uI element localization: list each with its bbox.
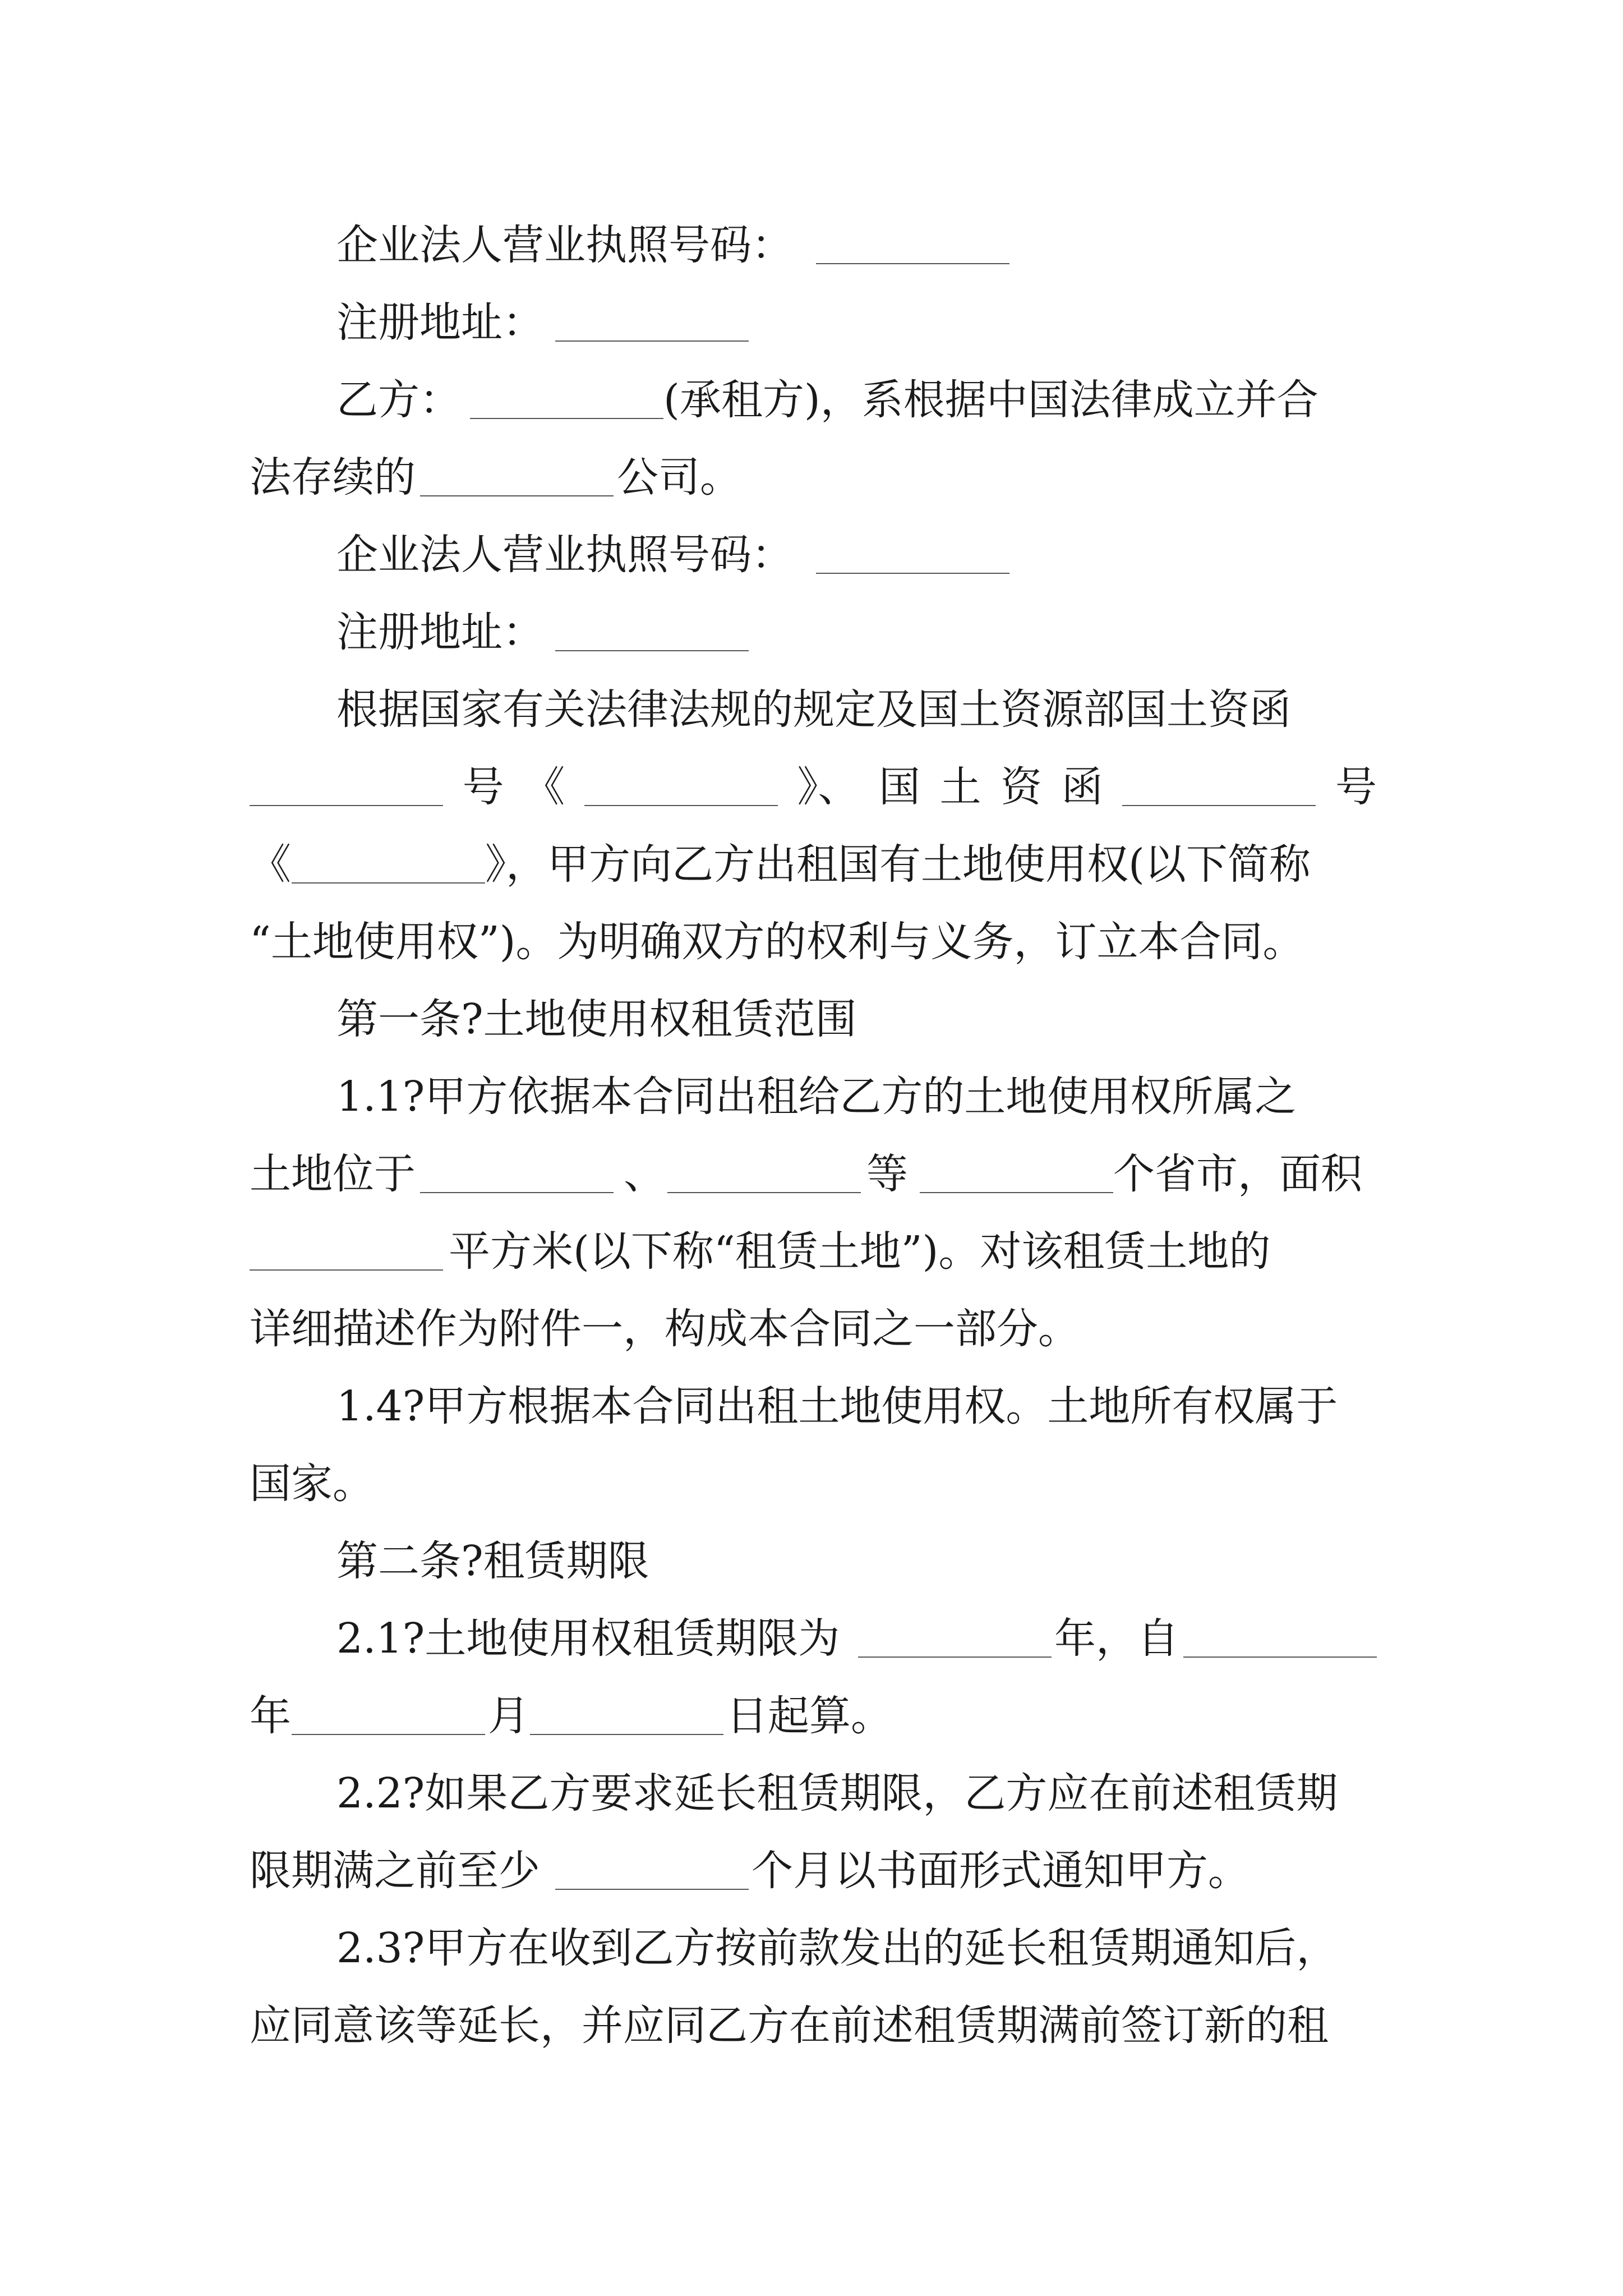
text-segment: 土地位于 [250,1150,416,1198]
text-segment: 法存续的 [250,453,416,501]
article-2-title: 第二条?租赁期限 [336,1537,649,1585]
paragraph-line [0,903,1623,981]
text-segment: 个月以书面形式通知甲方。 [751,1847,1249,1895]
text-segment: 年 [250,1692,291,1740]
clause-1-1-text: 1.1?甲方依据本合同出租给乙方的土地使用权所属之 [336,1073,1297,1121]
registered-address-label: 注册地址： [336,608,544,656]
text-segment: 平方米(以下称“租赁土地”)。对该租赁土地的 [449,1227,1271,1276]
text-segment: 个省市，面积 [1113,1150,1362,1198]
fill-blank[interactable] [292,882,485,884]
text-segment: 函 [1061,763,1103,811]
clause-line [0,1057,1623,1136]
license-number-label: 企业法人营业执照号码： [336,531,793,579]
text-segment: 月 [488,1692,529,1740]
text-segment: 、 [624,1150,665,1198]
clause-2-2-text: 2.2?如果乙方要求延长租赁期限，乙方应在前述租赁期 [336,1769,1338,1818]
fill-blank[interactable] [420,495,614,496]
text-segment: “土地使用权”)。为明确双方的权利与义务，订立本合同。 [250,918,1304,966]
clause-line [0,1832,1623,1910]
text-segment: 国家。 [250,1460,374,1508]
text-segment: 应同意该等延长，并应同乙方在前述租赁期满前签订新的租 [250,2001,1329,2050]
fill-blank[interactable] [250,1269,443,1271]
fill-blank[interactable] [816,573,1009,574]
paragraph-line [0,670,1623,749]
paragraph-line [0,825,1623,904]
text-segment: 资 [1000,763,1043,811]
clause-line [0,1367,1623,1446]
license-number-label: 企业法人营业执照号码： [336,221,793,269]
fill-blank[interactable] [555,1889,749,1890]
clause-line [0,1986,1623,2065]
article-1-title: 第一条?土地使用权租赁范围 [336,995,857,1043]
justified-reference-line [250,748,1377,826]
fill-blank[interactable] [667,1192,861,1193]
party-b-description: (承租方)，系根据中国法律成立并合 [663,376,1318,424]
text-segment: 》，甲方向乙方出租国有土地使用权(以下简称 [485,840,1311,889]
fill-blank[interactable] [555,650,749,651]
registered-address-line-party-a [0,283,1623,362]
fill-blank[interactable] [250,748,443,806]
article-heading [0,980,1623,1059]
fill-blank[interactable] [420,1192,614,1193]
article-heading [0,1522,1623,1600]
fill-blank[interactable] [1183,1657,1377,1658]
clause-line [0,1677,1623,1755]
text-segment: 号 [1335,763,1377,811]
fill-blank[interactable] [470,418,663,419]
clause-2-1-text: 2.1?土地使用权租赁期限为 [336,1614,840,1663]
text-segment: 国 [878,763,920,811]
clause-1-4-text: 1.4?甲方根据本合同出租土地使用权。土地所有权属于 [336,1382,1338,1430]
license-number-line-party-a [0,206,1623,284]
text-segment: 等 [866,1150,908,1198]
text-segment: 》、 [797,763,860,811]
clause-line [0,1444,1623,1523]
text-segment: 《 [250,840,291,889]
registered-address-label: 注册地址： [336,298,544,347]
clause-line [0,1599,1623,1678]
text-segment: 根据国家有关法律法规的规定及国土资源部国土资函 [336,685,1291,734]
clause-line [0,1754,1623,1833]
license-number-line-party-b [0,516,1623,594]
fill-blank[interactable] [816,263,1009,264]
clause-line [0,1909,1623,1987]
party-b-line [0,361,1623,439]
fill-blank[interactable] [584,748,778,806]
text-segment: 土 [939,763,981,811]
text-segment: 号 [462,763,504,811]
fill-blank[interactable] [1122,748,1316,806]
registered-address-line-party-b [0,593,1623,671]
fill-blank[interactable] [920,1192,1113,1193]
text-segment: 限期满之前至少 [250,1847,540,1895]
fill-blank[interactable] [530,1734,723,1735]
text-segment: 公司。 [617,453,741,501]
text-segment: 详细描述作为附件一，构成本合同之一部分。 [250,1305,1080,1353]
clause-line [0,1135,1623,1213]
text-segment: 日起算。 [726,1692,892,1740]
text-segment: 《 [523,763,565,811]
party-b-label: 乙方： [336,376,461,424]
party-b-company-line [0,438,1623,517]
clause-line [0,1290,1623,1368]
text-segment: 年，自 [1054,1614,1179,1663]
clause-2-3-text: 2.3?甲方在收到乙方按前款发出的延长租赁期通知后， [336,1924,1338,1972]
clause-line [0,1212,1623,1291]
fill-blank[interactable] [555,341,749,342]
fill-blank[interactable] [858,1657,1052,1658]
fill-blank[interactable] [292,1734,485,1735]
